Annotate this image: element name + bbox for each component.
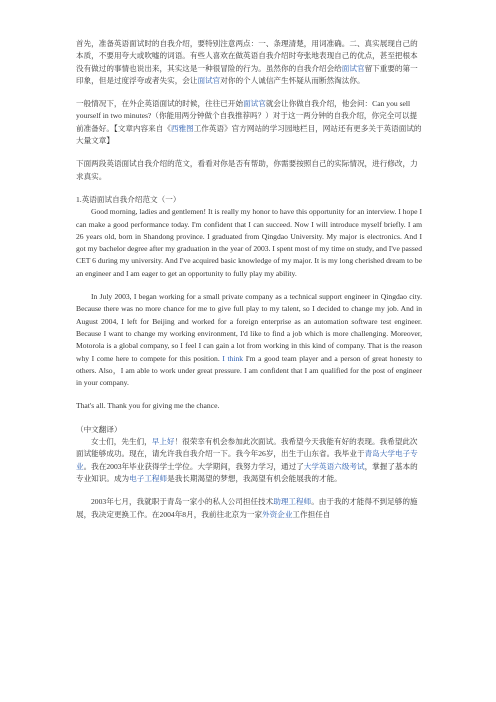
sample-1-heading: 1.英语面试自我介绍范文（一） <box>76 194 181 204</box>
keyword-link[interactable]: 面试官 <box>341 63 365 73</box>
text-run: 2003年七月，我就职于青岛一家小的私人公司担任技术 <box>91 497 274 507</box>
text-run: 首先，准备英语面试时的自我介绍，要特别注意两点：一、条理清楚，用词准确。二、真实展现自己的本质，不要用夸大或吹嘘的词语。有些人喜欢在做英语自我介绍时夸张地表现自己的优点，甚至把根本没有做过的事情也说出来，其实这是一种很冒险的行为。虽然你的自我介绍会给 <box>76 39 418 73</box>
keyword-link[interactable]: 大学英语六级考试 <box>303 461 365 471</box>
keyword-link[interactable]: 助理工程师 <box>273 497 312 507</box>
sample-1-closing: That's all. Thank you for giving me the chance. <box>76 401 220 411</box>
intro-paragraph-2 <box>76 98 422 147</box>
keyword-link[interactable]: 青岛大学 <box>364 449 395 459</box>
text-run: 。我在2003年毕业获得学士学位。大学期间，我努力学习，通过了 <box>83 461 304 471</box>
intro-paragraph-1 <box>76 38 422 87</box>
keyword-link[interactable]: 电子工程师 <box>129 473 168 483</box>
keyword-link[interactable]: 面试官 <box>197 75 221 85</box>
i-think-link[interactable]: I think <box>222 353 244 363</box>
keyword-link[interactable]: 早上好 <box>151 437 175 447</box>
intro-paragraph-3: 下面两段英语面试自我介绍的范文，看看对你是否有帮助，你需要按照自己的实际情况，进行修改，力求真实。 <box>76 159 418 181</box>
keyword-link[interactable]: 面试官 <box>243 99 266 109</box>
sample-1-paragraph-2 <box>76 291 422 389</box>
text-run: 工作担任自 <box>292 509 331 519</box>
text-run: ！很荣幸有机会参加此次面试。我希望今天我能有好的表现。我希望此次面试能够成功。现在，请允许我自我介绍一下。我今年26岁，出生于山东省。我毕业于 <box>76 437 418 459</box>
text-run: 女士们，先生们， <box>91 437 152 447</box>
keyword-link[interactable]: 外资企业 <box>262 509 293 519</box>
text-run: 对你的个人诚信产生怀疑从而断然淘汰你。 <box>220 75 365 85</box>
text-run: 是我长期渴望的梦想，我渴望有机会能展我的才能。 <box>167 473 342 483</box>
keyword-link[interactable]: 电子专业 <box>76 449 418 471</box>
text-run: 工作英语》官方网站的学习园地栏目，网站还有更多关于英语面试的大量文章】 <box>76 123 422 146</box>
text-run: 留下重要的第一印象，但是过度浮夸或者失实，会让 <box>76 63 418 85</box>
text-run: ，掌握了基本的专业知识。成为 <box>76 461 418 483</box>
translation-heading: （中文翻译） <box>76 424 122 434</box>
sample-1-paragraph-1: Good morning, ladies and gentlemen! It is really my honor to have this opportunity for an interview. I hope I can make a good performance today. I'm confident that I can succeed. Now I will introduce myself briefly. I am 26 years old, born in Shandong province. I graduated from Qingdao University. My major is electronics. And I got my bachelor degree after my graduation in the year of 2003. I spent most of my time on study, and I've passed CET 6 during my university. And I've acquired basic knowledge of my major. It is my long cherished dream to be an engineer and I am eager to get an opportunity to fully play my ability. <box>76 207 422 278</box>
text-run: 。由于我的才能得不到足够的施展，我决定更换工作。在2004年8月，我前往北京为一家 <box>76 497 418 519</box>
keyword-link[interactable]: 西雅图 <box>170 123 194 133</box>
sample-1-paragraph-2-text-b: I'm a good team player and a person of great honesty to others. Also，I am able to work under great pressure. I am confident that I am qualified for the post of engineer in your company. <box>76 353 422 388</box>
translation-paragraph-2 <box>76 496 422 521</box>
translation-paragraph-1 <box>76 436 422 485</box>
text-run: 一般情况下，在外企英语面试的时候，往往已开始 <box>76 99 244 109</box>
document-body <box>76 38 422 521</box>
sample-1-paragraph-2-text-a: In July 2003, I began working for a small private company as a technical support engineer in Qingdao city. Because there was no more chance for me to give full play to my talent, so I decided to change my job. And in August 2004, I left for Beijing and worked for a foreign enterprise as an automation software test engineer. Because I want to change my working environment, I'd like to find a job which is more challenging. Moreover, Motorola is a global company, so I feel I can gain a lot from working in this kind of company. That is the reason why I come here to compete for this position. <box>76 292 422 363</box>
text-run: 就会让你做自我介绍，他会问：Can you sell yourself in two minutes?（你能用两分钟做个自我推荐吗？）对于这一两分钟的自我介绍，你完全可以提前准备好。【文章内容来自《 <box>76 99 418 133</box>
